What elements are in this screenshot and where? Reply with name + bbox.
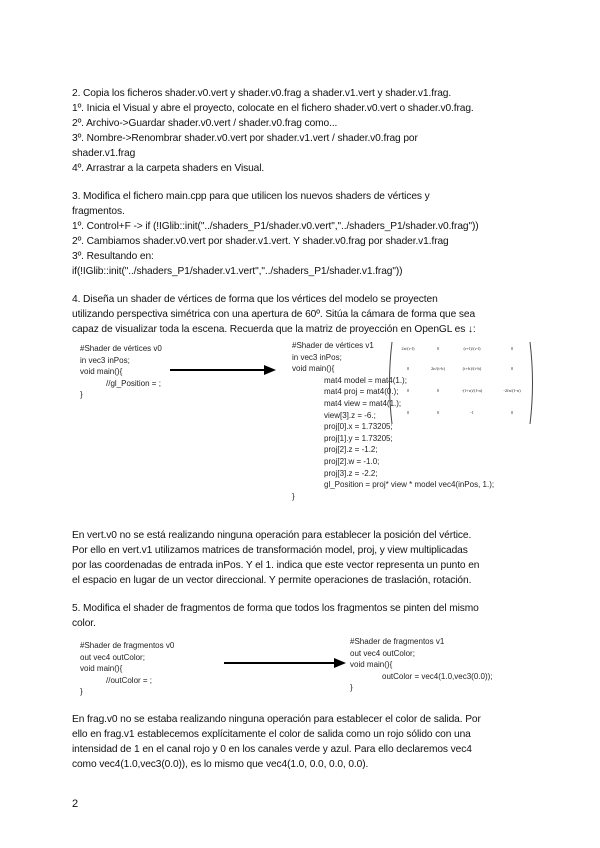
section3-step3: 3º. Resultando en: xyxy=(72,251,154,262)
code-line: view[3].z = -6.; xyxy=(324,410,376,420)
code-line: #Shader de fragmentos v1 xyxy=(350,637,445,646)
code-line: void main(){ xyxy=(80,367,123,377)
code-line: proj[2].w = -1.0; xyxy=(324,456,380,466)
matrix-cell: 0 xyxy=(510,410,514,415)
section2-step1: 1º. Inicia el Visual y abre el proyecto, colocate en el fichero shader.v0.vert o shader.v0.frag. xyxy=(72,103,474,114)
code-line: proj[0].x = 1.73205; xyxy=(324,422,393,432)
section4-line3: capaz de visualizar toda la escena. Recuerda que la matriz de proyección en OpenGL es ↓: xyxy=(72,324,476,335)
arrow-right-icon xyxy=(222,656,348,670)
code-line: in vec3 inPos; xyxy=(292,352,342,362)
section5-line2: color. xyxy=(72,618,96,629)
matrix-cell: (r+l)/(r-l) xyxy=(463,346,481,351)
fragment-shader-v0-code xyxy=(80,640,174,698)
code-line: } xyxy=(292,491,295,501)
code-line: #Shader de vértices v0 xyxy=(80,344,162,353)
arrow-right-icon xyxy=(168,363,278,377)
matrix-cell: 0 xyxy=(406,388,410,393)
section5-expl4: como vec4(1.0,vec3(0.0)), es lo mismo que vec4(1.0, 0.0, 0.0, 0.0). xyxy=(72,759,369,770)
code-line: } xyxy=(80,390,83,400)
matrix-cell: 0 xyxy=(406,410,410,415)
section4-expl4: el espacio en lugar de un vector direccional. Y permite operaciones de traslación, rotación. xyxy=(72,575,472,586)
code-line: mat4 view = mat4(1.); xyxy=(324,398,402,408)
section2-heading: 2. Copia los ficheros shader.v0.vert y shader.v0.frag a shader.v1.vert y shader.v1.frag. xyxy=(72,88,452,99)
section3-heading-b: fragmentos. xyxy=(72,206,125,217)
code-line: void main(){ xyxy=(350,660,393,670)
matrix-cell: 0 xyxy=(436,388,440,393)
projection-matrix xyxy=(386,340,536,426)
matrix-cell: 0 xyxy=(406,366,410,371)
code-line: out vec4 outColor; xyxy=(350,648,415,658)
code-line: outColor = vec4(1.0,vec3(0.0)); xyxy=(382,671,493,681)
matrix-cell: 0 xyxy=(436,346,440,351)
section2-step3a: 3º. Nombre->Renombrar shader.v0.vert por shader.v1.vert / shader.v0.frag por xyxy=(72,133,418,144)
code-line: //gl_Position = ; xyxy=(106,378,161,388)
section3-step1: 1º. Control+F -> if (!IGlib::init("../shaders_P1/shader.v0.vert","../shaders_P1/shader.v0.frag")) xyxy=(72,221,479,232)
matrix-cell: (t+b)/(t-b) xyxy=(462,366,482,371)
section4-line1: 4. Diseña un shader de vértices de forma que los vértices del modelo se proyecten xyxy=(72,294,438,305)
section4-expl1: En vert.v0 no se está realizando ninguna operación para establecer la posición del vértice. xyxy=(72,530,472,541)
fragment-shader-v1-code xyxy=(350,636,493,694)
matrix-cell: 0 xyxy=(510,366,514,371)
code-line: mat4 proj = mat4(0.); xyxy=(324,387,399,397)
section5-expl2: ello en frag.v1 establecemos explícitamente el color de salida como un rojo sólido con una xyxy=(72,729,471,740)
code-line: #Shader de vértices v1 xyxy=(292,341,374,350)
matrix-cell: 2n/(t-b) xyxy=(430,366,446,371)
section5-expl1: En frag.v0 no se estaba realizando ninguna operación para establecer el color de salida. Por xyxy=(72,714,481,725)
section5-expl3: intensidad de 1 en el canal rojo y 0 en los canales verde y azul. Para ello declaremos vec4 xyxy=(72,744,472,755)
matrix-cell: 0 xyxy=(436,410,440,415)
code-line: proj[1].y = 1.73205; xyxy=(324,433,393,443)
section3-step2: 2º. Cambiamos shader.v0.vert por shader.v1.vert. Y shader.v0.frag por shader.v1.frag xyxy=(72,236,449,247)
matrix-cell: -(f+n)/(f-n) xyxy=(461,388,483,393)
section2-step3b: shader.v1.frag xyxy=(72,148,136,159)
matrix-cell: 2n/(r-l) xyxy=(401,346,415,351)
page-number: 2 xyxy=(72,798,79,810)
code-line: out vec4 outColor; xyxy=(80,652,145,662)
code-line: #Shader de fragmentos v0 xyxy=(80,641,175,650)
section4-line2: utilizando perspectiva simétrica con una apertura de 60º. Sitúa la cámara de forma que sea xyxy=(72,309,476,320)
code-line: } xyxy=(80,687,83,697)
code-line: } xyxy=(350,683,353,693)
code-line: proj[3].z = -2.2; xyxy=(324,468,378,478)
matrix-cell: -2fn/(f-n) xyxy=(503,388,521,393)
code-line: in vec3 inPos; xyxy=(80,355,130,365)
code-line: //outColor = ; xyxy=(106,675,153,685)
section2-step4: 4º. Arrastrar a la carpeta shaders en Visual. xyxy=(72,163,265,174)
matrix-cell: -1 xyxy=(470,410,474,415)
section3-step3-code: if(!IGlib::init("../shaders_P1/shader.v1.vert","../shaders_P1/shader.v1.frag")) xyxy=(72,266,403,277)
code-line: mat4 model = mat4(1.); xyxy=(324,375,407,385)
vertex-shader-v0-code xyxy=(80,343,162,401)
section5-line1: 5. Modifica el shader de fragmentos de forma que todos los fragmentos se pinten del mismo xyxy=(72,603,479,614)
code-line: proj[2].z = -1.2; xyxy=(324,445,378,455)
matrix-cell: 0 xyxy=(510,346,514,351)
section2-step2: 2º. Archivo->Guardar shader.v0.vert / shader.v0.frag como... xyxy=(72,118,338,129)
code-line: void main(){ xyxy=(80,664,123,674)
code-line: gl_Position = proj* view * model vec4(inPos, 1.); xyxy=(324,480,495,490)
section4-expl3: por las coordenadas de entrada inPos. Y el 1. indica que este vector representa un punto en xyxy=(72,560,480,571)
section4-expl2: Por ello en vert.v1 utilizamos matrices de transformación model, proj, y view multiplicadas xyxy=(72,545,468,556)
section3-heading-a: 3. Modifica el fichero main.cpp para que utilicen los nuevos shaders de vértices y xyxy=(72,191,430,202)
code-line: void main(){ xyxy=(292,364,335,374)
